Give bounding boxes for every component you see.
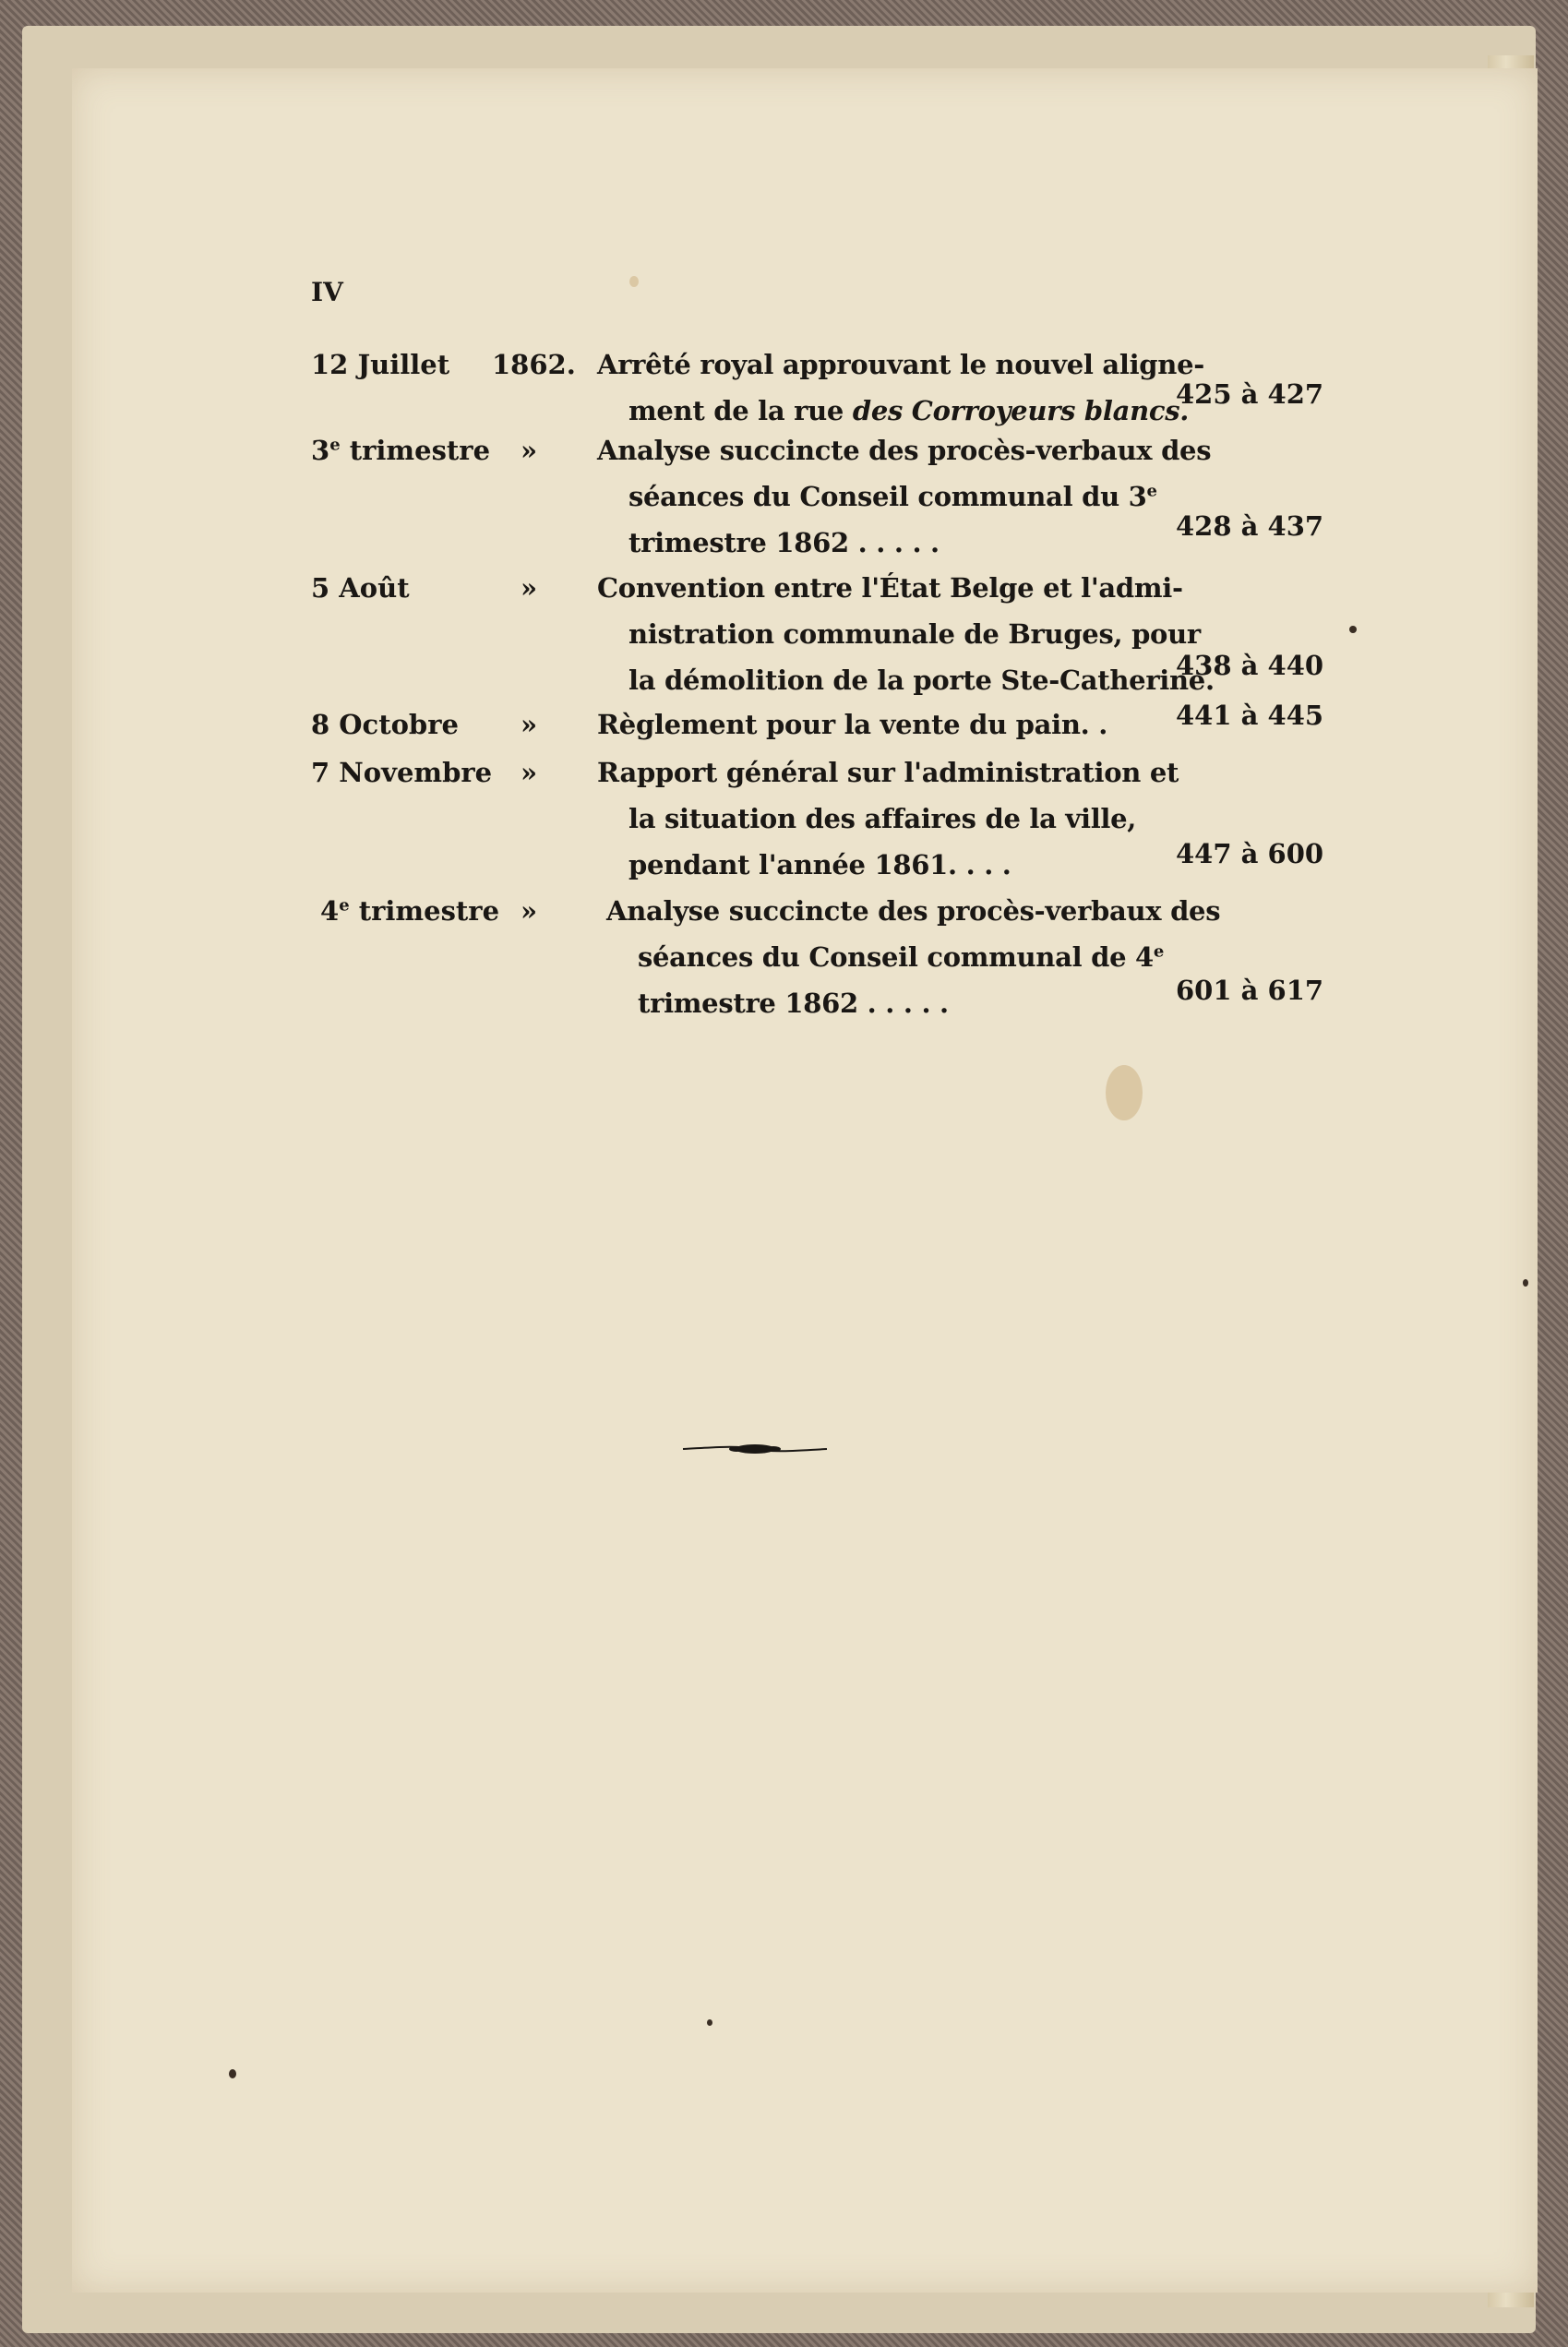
entry-description (597, 565, 1215, 703)
entry-description (597, 749, 1179, 888)
entry-date: 4e trimestre (320, 895, 500, 927)
entry-description (597, 341, 1204, 434)
entry-description (606, 888, 1221, 1026)
entry-line: Analyse succincte des procès-verbaux des (597, 435, 1212, 466)
entry-description (597, 427, 1212, 566)
entry-line: séances du Conseil communal du 3e (628, 481, 1157, 512)
entry-description (597, 701, 1140, 748)
entry-pages: 601 à 617 (1176, 975, 1324, 1006)
entry-line: trimestre 1862 . . . . . (628, 527, 940, 558)
ink-speck (707, 2019, 712, 2026)
paper-stain (1106, 1065, 1143, 1120)
entry-ditto: » (521, 572, 538, 604)
entry-line: Convention entre l'État Belge et l'admi- (597, 572, 1183, 604)
entry-line: Arrêté royal approuvant le nouvel aligne- (597, 349, 1204, 380)
entry-line: Analyse succincte des procès-verbaux des (606, 895, 1221, 927)
entry-pages: 441 à 445 (1176, 700, 1324, 731)
entry-line: séances du Conseil communal de 4e (638, 941, 1165, 973)
entry-line: Règlement pour la vente du pain. . (597, 709, 1108, 740)
entry-pages: 438 à 440 (1176, 650, 1324, 681)
ink-speck (229, 2069, 236, 2078)
entry-ditto: » (521, 895, 538, 927)
entry-line: nistration communale de Bruges, pour (628, 618, 1201, 650)
entry-date: 12 Juillet (311, 349, 450, 380)
entry-year: 1862. (492, 349, 576, 380)
tailpiece-ornament (681, 1440, 829, 1458)
entry-date: 8 Octobre (311, 709, 459, 740)
ink-speck (1523, 1279, 1528, 1287)
paper-stain (629, 276, 639, 287)
entry-pages: 428 à 437 (1176, 510, 1324, 542)
entry-date: 3e trimestre (311, 435, 491, 466)
entry-line: ment de la rue des Corroyeurs blancs. (628, 395, 1190, 426)
entry-line: pendant l'année 1861. . . . (628, 849, 1011, 880)
entry-line: trimestre 1862 . . . . . (638, 988, 949, 1019)
entry-pages: 425 à 427 (1176, 378, 1324, 410)
entry-line: la démolition de la porte Ste-Catherine. (628, 665, 1215, 696)
running-head: IV (311, 277, 343, 307)
entry-line: la situation des affaires de la ville, (628, 803, 1137, 834)
entry-line: Rapport général sur l'administration et (597, 757, 1179, 788)
entry-ditto: » (521, 709, 538, 740)
entry-pages: 447 à 600 (1176, 838, 1324, 869)
entry-ditto: » (521, 757, 538, 788)
entry-date: 5 Août (311, 572, 410, 604)
ink-speck (1349, 626, 1357, 633)
entry-date: 7 Novembre (311, 757, 493, 788)
entry-ditto: » (521, 435, 538, 466)
